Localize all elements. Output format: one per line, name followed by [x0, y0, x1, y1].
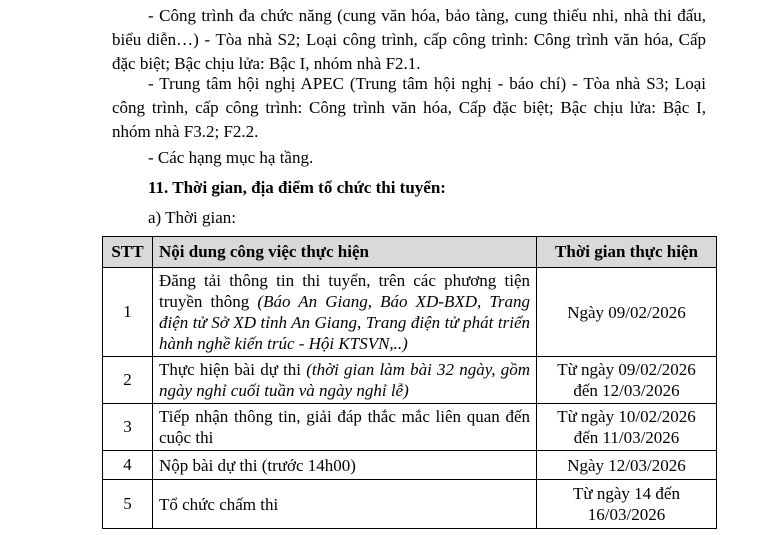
time-line-1: Từ ngày 09/02/2026: [557, 360, 696, 379]
row-time: [537, 480, 717, 529]
time-line-2: đến 11/03/2026: [573, 428, 680, 447]
row-stt: 2: [103, 357, 153, 404]
time-line-1: Từ ngày 10/02/2026: [557, 407, 696, 426]
time-line-2: 16/03/2026: [587, 505, 666, 524]
section-heading: 11. Thời gian, địa điểm tổ chức thi tuyển:: [148, 178, 446, 197]
paragraph-infrastructure: - Các hạng mục hạ tầng.: [148, 148, 314, 167]
table-row: [103, 451, 717, 480]
time-line-1: Từ ngày 14 đến: [573, 484, 680, 503]
row-task: [153, 451, 537, 480]
task-note: (Báo An Giang, Báo XD-BXD, Trang điện tử Sở XD tỉnh An Giang, Trang điện tử phát triển hành nghề kiến trúc - Hội KTSVN,..): [159, 292, 531, 353]
time-line-2: đến 12/03/2026: [573, 381, 680, 400]
table-row: [103, 480, 717, 529]
time-line-1: Ngày 09/02/2026: [567, 302, 686, 322]
header-content: Nội dung công việc thực hiện: [153, 237, 537, 268]
row-time: [537, 268, 717, 357]
row-task: [153, 404, 537, 451]
row-task: [153, 480, 537, 529]
row-stt: 5: [103, 480, 153, 529]
task-text: Tổ chức chấm thi: [159, 494, 279, 514]
section-subheading: a) Thời gian:: [148, 208, 236, 227]
time-line-1: Ngày 12/03/2026: [567, 455, 686, 475]
paragraph-multi-function-building: - Công trình đa chức năng (cung văn hóa, bảo tàng, cung thiếu nhi, nhà thi đấu, biểu diễn…) - Tòa nhà S2; Loại công trình, cấp công trình: Công trình văn hóa, Cấp đặc biệt; Bậc chịu lửa: Bậc I, nhóm nhà F2.1.: [112, 6, 706, 73]
header-stt: STT: [103, 237, 153, 268]
table-row: [103, 404, 717, 451]
task-text: Thực hiện bài dự thi: [159, 360, 302, 379]
table-row: [103, 268, 717, 357]
row-stt: 3: [103, 404, 153, 451]
row-time: [537, 357, 717, 404]
task-text: Nộp bài dự thi (trước 14h00): [159, 455, 356, 475]
schedule-table: [102, 236, 717, 529]
table-header-row: [103, 237, 717, 268]
paragraph-apec-center: - Trung tâm hội nghị APEC (Trung tâm hội nghị - báo chí) - Tòa nhà S3; Loại công trình, cấp công trình: Công trình văn hóa, Cấp đặc biệt; Bậc chịu lửa: Bậc I, nhóm nhà F3.2; F2.2.: [112, 74, 706, 141]
row-time: [537, 404, 717, 451]
header-time: Thời gian thực hiện: [537, 237, 717, 268]
task-text: Tiếp nhận thông tin, giải đáp thắc mắc liên quan đến cuộc thi: [159, 407, 530, 447]
table-row: [103, 357, 717, 404]
task-note: (thời gian làm bài 32 ngày, gồm ngày nghỉ cuối tuần và ngày nghỉ lễ): [159, 360, 530, 400]
row-time: [537, 451, 717, 480]
task-text: Đăng tải thông tin thi tuyển, trên các phương tiện truyền thông: [159, 271, 530, 311]
row-task: [153, 357, 537, 404]
row-stt: 1: [103, 268, 153, 357]
row-task: [153, 268, 537, 357]
row-stt: 4: [103, 451, 153, 480]
